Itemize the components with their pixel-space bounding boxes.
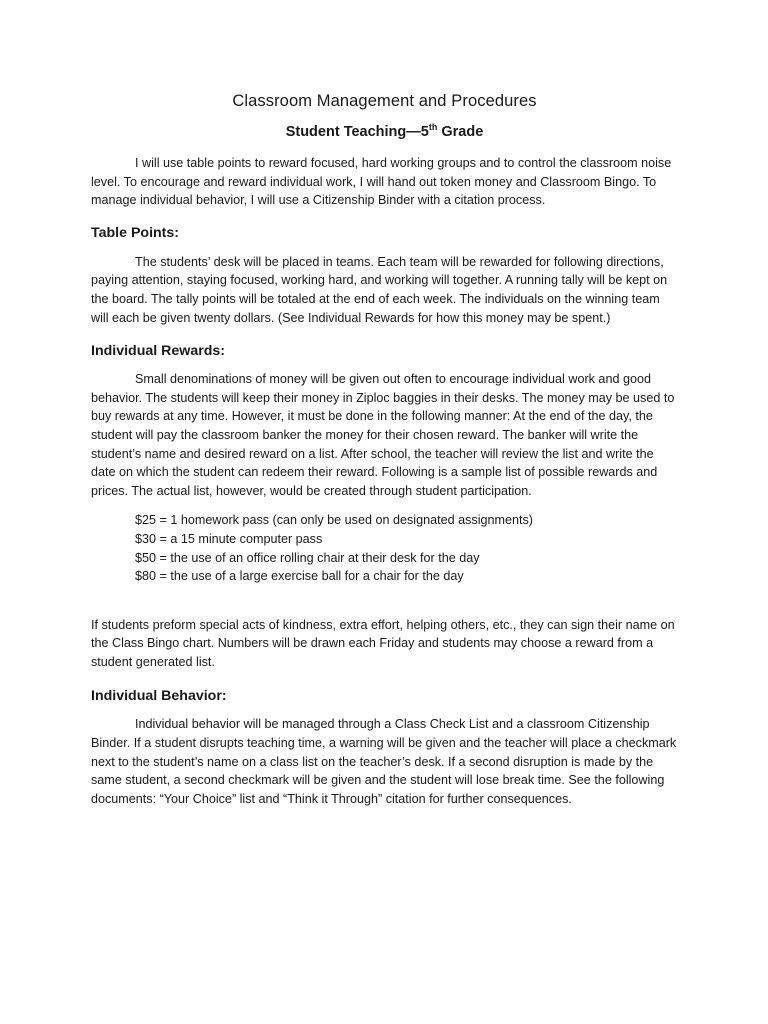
subtitle-superscript: th	[428, 122, 438, 132]
table-points-heading: Table Points:	[91, 224, 180, 241]
table-points-paragraph: The students’ desk will be placed in teams. Each team will be rewarded for following directions, paying attention, staying focused, working hard, and working will together. A running tally will be kept on the board. The tally points will be totaled at the end of each week. The individuals on the winning team will each be given twenty dollars. (See Individual Rewards for how this money may be spent.)	[91, 254, 668, 325]
individual-rewards-paragraph: Small denominations of money will be given out often to encourage individual work and good behavior. The students will keep their money in Ziploc baggies in their desks. The money may be used to buy rewards at any time. However, it must be done in the following manner: At the end of the day, the student will pay the classroom banker the money for their chosen reward. The banker will write the student’s name and desired reward on a list. After school, the teacher will review the list and write the date on which the student can redeem their reward. Following is a sample list of possible rewards and prices. The actual list, however, would be created through student participation.	[91, 372, 675, 498]
document-title: Classroom Management and Procedures	[232, 92, 537, 110]
subtitle-suffix: Grade	[437, 124, 484, 140]
rewards-list	[135, 511, 678, 585]
individual-behavior-heading: Individual Behavior:	[91, 688, 227, 705]
individual-rewards-heading: Individual Rewards:	[91, 343, 226, 360]
class-bingo-paragraph: If students preform special acts of kindness, extra effort, helping others, etc., they can sign their name on the Class Bingo chart. Numbers will be drawn each Friday and students may choose a reward from a student generated list.	[91, 617, 675, 669]
list-item: $50 = the use of an office rolling chair at their desk for the day	[135, 550, 480, 565]
subtitle-main: Student Teaching—5	[285, 124, 429, 140]
list-item: $80 = the use of a large exercise ball for a chair for the day	[135, 569, 464, 584]
list-item: $25 = 1 homework pass (can only be used on designated assignments)	[135, 513, 533, 528]
intro-paragraph: I will use table points to reward focused, hard working groups and to control the classroom noise level. To encourage and reward individual work, I will hand out token money and Classroom Bingo. To manage individual behavior, I will use a Citizenship Binder with a citation process.	[91, 156, 672, 208]
list-item: $30 = a 15 minute computer pass	[135, 531, 323, 546]
document-subtitle	[91, 124, 678, 140]
individual-behavior-paragraph: Individual behavior will be managed through a Class Check List and a classroom Citizenship Binder. If a student disrupts teaching time, a warning will be given and the teacher will place a checkmark next to the student’s name on a class list on the teacher’s desk. If a second disruption is made by the same student, a second checkmark will be given and the student will lose break time. See the following documents: “Your Choice” list and “Think it Through” citation for further consequences.	[91, 717, 677, 806]
